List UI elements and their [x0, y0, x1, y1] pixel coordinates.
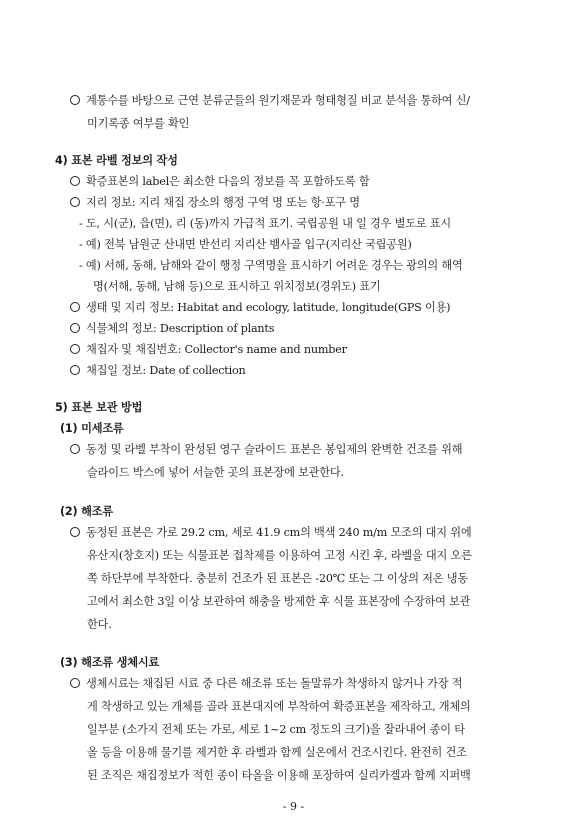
subsection-2-line: 유산지(창호지) 또는 식물표본 접착제를 이용하여 고정 시킨 후, 라벨을 대지 오른 — [87, 549, 472, 562]
subsection-3-line: 일부분 (소가지 전체 또는 가로, 세로 1~2 cm 정도의 크기)을 잘라내어 종이 타 — [87, 723, 465, 736]
circle-bullet-icon — [70, 678, 80, 688]
subsection-2-line: 고에서 최소한 3일 이상 보관하여 해충을 방제한 후 식물 표본장에 수장하여 보관 — [87, 595, 471, 608]
section-4-item: 채집자 및 채집번호: Collector's name and number — [70, 343, 347, 357]
subsection-3-line: 생체시료는 채집된 시료 중 다른 해조류 또는 돌말류가 착생하지 않거나 가장 적 — [70, 677, 462, 691]
page-number: - 9 - — [282, 800, 305, 813]
circle-bullet-icon — [70, 302, 80, 312]
section-4-subitem: - 도, 시(군), 읍(면), 리 (동)까지 가급적 표기. 국립공원 내 일 경우 별도로 표시 — [79, 217, 452, 230]
circle-bullet-icon — [70, 444, 80, 454]
circle-bullet-icon — [70, 344, 80, 354]
section-4-item: 식물체의 정보: Description of plants — [70, 322, 274, 336]
section-4-item: 채집일 정보: Date of collection — [70, 364, 246, 378]
circle-bullet-icon — [70, 95, 80, 105]
subsection-1-line: 동정 및 라벨 부착이 완성된 영구 슬라이드 표본은 봉입제의 완벽한 건조를 위해 — [70, 443, 462, 457]
section-4-item: 생태 및 지리 정보: Habitat and ecology, latitude, longitude(GPS 이용) — [70, 301, 450, 315]
section-4-item: 지리 정보: 지리 채집 장소의 행정 구역 명 또는 항·포구 명 — [70, 196, 360, 210]
circle-bullet-icon — [70, 176, 80, 186]
subsection-3-heading: (3) 해조류 생체시료 — [60, 656, 160, 669]
section-4-heading: 4) 표본 라벨 정보의 작성 — [55, 154, 178, 167]
section-4-item: 확증표본의 label은 최소한 다음의 정보를 꼭 포함하도록 함 — [70, 175, 369, 189]
section-4-subitem-cont: 명(서해, 동해, 남해 등)으로 표시하고 위치정보(경위도) 표기 — [93, 280, 381, 293]
subsection-3-line: 게 착생하고 있는 개체를 골라 표본대지에 부착하여 확증표본을 제작하고, 개체의 — [87, 700, 471, 713]
section-4-subitem: - 예) 서해, 동해, 남해와 같이 행정 구역명을 표시하기 어려운 경우는 광의의 해역 — [79, 259, 463, 272]
circle-bullet-icon — [70, 365, 80, 375]
section-5-heading: 5) 표본 보관 방법 — [55, 401, 143, 414]
subsection-2-heading: (2) 해조류 — [60, 505, 113, 518]
circle-bullet-icon — [70, 197, 80, 207]
subsection-2-line: 한다. — [87, 618, 112, 631]
subsection-2-line: 동정된 표본은 가로 29.2 cm, 세로 41.9 cm의 백색 240 m/m 모조의 대지 위에 — [70, 526, 471, 540]
section-4-subitem: - 예) 전북 남원군 산내면 반선리 지리산 뱀사골 입구(지리산 국립공원) — [79, 238, 412, 251]
intro-line-2: 미기록종 여부를 확인 — [87, 117, 190, 130]
circle-bullet-icon — [70, 527, 80, 537]
subsection-2-line: 쪽 하단부에 부착한다. 충분히 건조가 된 표본은 -20℃ 또는 그 이상의 저온 냉동 — [87, 572, 468, 585]
subsection-3-line: 올 등을 이용해 물기를 제거한 후 라벨과 함께 실온에서 건조시킨다. 완전히 건조 — [87, 746, 467, 759]
subsection-1-heading: (1) 미세조류 — [60, 422, 124, 435]
subsection-1-line: 슬라이드 박스에 넣어 서늘한 곳의 표본장에 보관한다. — [87, 466, 344, 479]
circle-bullet-icon — [70, 323, 80, 333]
subsection-3-line: 된 조직은 채집정보가 적힌 종이 타올을 이용해 포장하여 실리카겔과 함께 지퍼백 — [87, 769, 471, 782]
intro-line-1: 계통수를 바탕으로 근연 분류군들의 원기재문과 형태형질 비교 분석을 통하여 신/ — [70, 94, 470, 108]
